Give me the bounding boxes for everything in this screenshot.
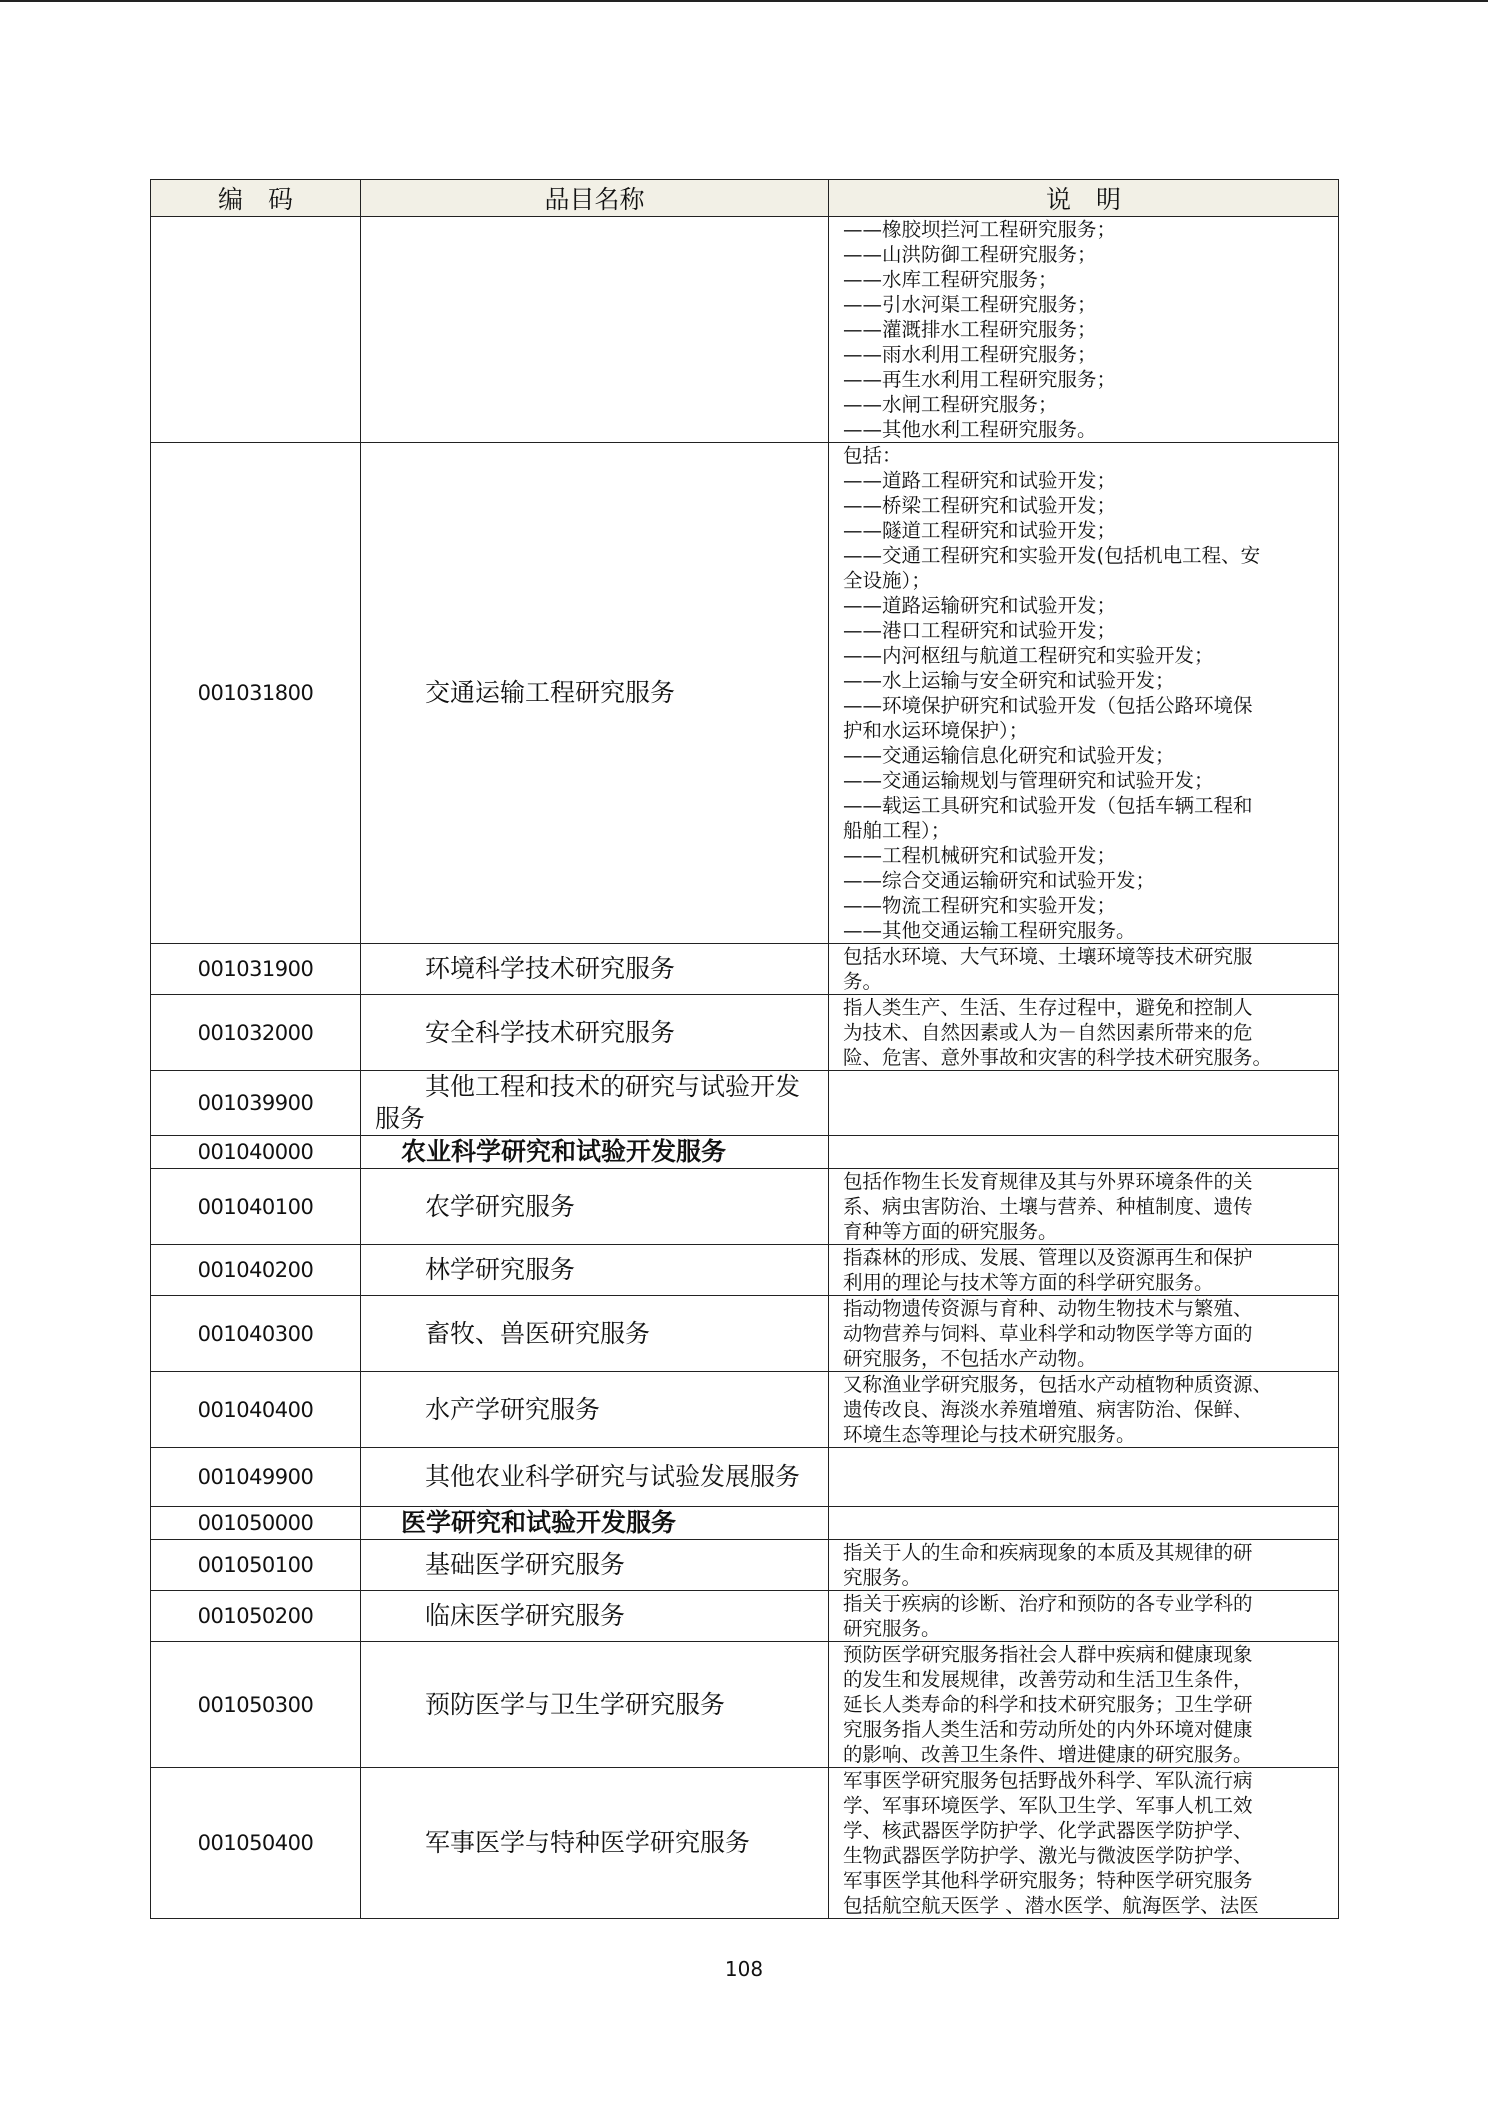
- desc-line: 全设施）；: [843, 569, 931, 592]
- row-code: [151, 217, 361, 443]
- row-code: 001050200: [151, 1591, 361, 1642]
- desc-line: 又称渔业学研究服务，包括水产动植物种质资源、: [843, 1373, 1273, 1396]
- desc-line: ——其他交通运输工程研究服务。: [843, 919, 1136, 942]
- row-code: 001032000: [151, 995, 361, 1071]
- table-header-row: [151, 180, 1339, 217]
- table-row: [151, 1768, 1339, 1919]
- row-code: 001040000: [151, 1136, 361, 1169]
- desc-line: 遗传改良、海淡水养殖增殖、病害防治、保鲜、: [843, 1398, 1253, 1421]
- header-name: 品目名称: [361, 180, 829, 217]
- row-name: 交通运输工程研究服务: [361, 443, 829, 944]
- desc-line: 究服务指人类生活和劳动所处的内外环境对健康: [843, 1718, 1253, 1741]
- desc-line: ——雨水利用工程研究服务；: [843, 343, 1097, 366]
- row-desc: [829, 217, 1339, 443]
- desc-line: 研究服务。: [843, 1617, 941, 1640]
- row-code: 001031800: [151, 443, 361, 944]
- row-desc: [829, 1591, 1339, 1642]
- row-name: 基础医学研究服务: [361, 1540, 829, 1591]
- desc-line: 军事医学研究服务包括野战外科学、军队流行病: [843, 1769, 1253, 1792]
- desc-line: 预防医学研究服务指社会人群中疾病和健康现象: [843, 1643, 1253, 1666]
- desc-line: 指人类生产、生活、生存过程中，避免和控制人: [843, 996, 1253, 1019]
- row-name: [361, 217, 829, 443]
- row-desc: [829, 443, 1339, 944]
- row-name: 预防医学与卫生学研究服务: [361, 1642, 829, 1768]
- row-code: 001040100: [151, 1169, 361, 1245]
- row-desc: [829, 1507, 1339, 1540]
- desc-line: ——环境保护研究和试验开发（包括公路环境保: [843, 694, 1253, 717]
- desc-line: 育种等方面的研究服务。: [843, 1220, 1058, 1243]
- desc-line: 包括作物生长发育规律及其与外界环境条件的关: [843, 1170, 1253, 1193]
- desc-line: 研究服务，不包括水产动物。: [843, 1347, 1097, 1370]
- row-desc: [829, 1296, 1339, 1372]
- row-desc: [829, 1448, 1339, 1507]
- row-name: 其他农业科学研究与试验发展服务: [361, 1448, 829, 1507]
- row-desc: [829, 1372, 1339, 1448]
- page-number: 108: [724, 1957, 764, 1981]
- row-code: 001040200: [151, 1245, 361, 1296]
- row-desc: [829, 944, 1339, 995]
- desc-line: ——港口工程研究和试验开发；: [843, 619, 1117, 642]
- row-name: 农业科学研究和试验开发服务: [361, 1136, 829, 1169]
- desc-line: 指森林的形成、发展、管理以及资源再生和保护: [843, 1246, 1253, 1269]
- row-name: 农学研究服务: [361, 1169, 829, 1245]
- desc-line: ——其他水利工程研究服务。: [843, 418, 1097, 441]
- row-code: 001031900: [151, 944, 361, 995]
- desc-line: 指动物遗传资源与育种、动物生物技术与繁殖、: [843, 1297, 1253, 1320]
- desc-line: 系、病虫害防治、土壤与营养、种植制度、遗传: [843, 1195, 1253, 1218]
- header-code: 编 码: [151, 180, 361, 217]
- desc-line: 包括：: [843, 444, 902, 467]
- desc-line: ——道路工程研究和试验开发；: [843, 469, 1117, 492]
- table-row: [151, 1540, 1339, 1591]
- desc-line: ——灌溉排水工程研究服务；: [843, 318, 1097, 341]
- desc-line: ——再生水利用工程研究服务；: [843, 368, 1117, 391]
- desc-line: ——水库工程研究服务；: [843, 268, 1058, 291]
- desc-line: 动物营养与饲料、草业科学和动物医学等方面的: [843, 1322, 1253, 1345]
- desc-line: ——物流工程研究和实验开发；: [843, 894, 1117, 917]
- table-row: [151, 1245, 1339, 1296]
- table-row: [151, 1296, 1339, 1372]
- desc-line: 船舶工程）；: [843, 819, 951, 842]
- table-row: [151, 1136, 1339, 1169]
- table-row: [151, 1448, 1339, 1507]
- row-desc: [829, 1540, 1339, 1591]
- desc-line: ——载运工具研究和试验开发（包括车辆工程和: [843, 794, 1253, 817]
- table-row: [151, 217, 1339, 443]
- desc-line: ——橡胶坝拦河工程研究服务；: [843, 218, 1117, 241]
- row-code: 001050300: [151, 1642, 361, 1768]
- desc-line: 究服务。: [843, 1566, 922, 1589]
- desc-line: ——内河枢纽与航道工程研究和实验开发；: [843, 644, 1214, 667]
- desc-line: ——水闸工程研究服务；: [843, 393, 1058, 416]
- desc-line: ——水上运输与安全研究和试验开发；: [843, 669, 1175, 692]
- desc-line: ——交通运输规划与管理研究和试验开发；: [843, 769, 1214, 792]
- row-name: 水产学研究服务: [361, 1372, 829, 1448]
- row-code: 001050400: [151, 1768, 361, 1919]
- desc-line: 指关于疾病的诊断、治疗和预防的各专业学科的: [843, 1592, 1253, 1615]
- desc-line: 学、核武器医学防护学、化学武器医学防护学、: [843, 1819, 1253, 1842]
- desc-line: ——山洪防御工程研究服务；: [843, 243, 1097, 266]
- row-code: 001040300: [151, 1296, 361, 1372]
- row-desc: [829, 1169, 1339, 1245]
- desc-line: 学、军事环境医学、军队卫生学、军事人机工效: [843, 1794, 1253, 1817]
- desc-line: ——隧道工程研究和试验开发；: [843, 519, 1117, 542]
- table-row: [151, 443, 1339, 944]
- row-name: 环境科学技术研究服务: [361, 944, 829, 995]
- row-name: 其他工程和技术的研究与试验开发服务: [361, 1071, 829, 1136]
- row-name: 医学研究和试验开发服务: [361, 1507, 829, 1540]
- row-code: 001050000: [151, 1507, 361, 1540]
- desc-line: 环境生态等理论与技术研究服务。: [843, 1423, 1136, 1446]
- row-desc: [829, 1071, 1339, 1136]
- row-name: 畜牧、兽医研究服务: [361, 1296, 829, 1372]
- row-desc: [829, 1136, 1339, 1169]
- row-desc: [829, 1245, 1339, 1296]
- row-name: 安全科学技术研究服务: [361, 995, 829, 1071]
- desc-line: 指关于人的生命和疾病现象的本质及其规律的研: [843, 1541, 1253, 1564]
- row-code: 001039900: [151, 1071, 361, 1136]
- desc-line: ——引水河渠工程研究服务；: [843, 293, 1097, 316]
- desc-line: ——交通运输信息化研究和试验开发；: [843, 744, 1175, 767]
- table-row: [151, 995, 1339, 1071]
- desc-line: ——工程机械研究和试验开发；: [843, 844, 1117, 867]
- desc-line: 生物武器医学防护学、激光与微波医学防护学、: [843, 1844, 1253, 1867]
- desc-line: ——桥梁工程研究和试验开发；: [843, 494, 1117, 517]
- row-code: 001049900: [151, 1448, 361, 1507]
- desc-line: 险、危害、意外事故和灾害的科学技术研究服务。: [843, 1046, 1273, 1069]
- desc-line: 包括水环境、大气环境、土壤环境等技术研究服: [843, 945, 1253, 968]
- desc-line: 的影响、改善卫生条件、增进健康的研究服务。: [843, 1743, 1253, 1766]
- desc-line: 包括航空航天医学 、潜水医学、航海医学、法医: [843, 1894, 1259, 1917]
- desc-line: 军事医学其他科学研究服务；特种医学研究服务: [843, 1869, 1253, 1892]
- table-row: [151, 1169, 1339, 1245]
- row-desc: [829, 1768, 1339, 1919]
- desc-line: 务。: [843, 970, 883, 993]
- desc-line: ——交通工程研究和实验开发(包括机电工程、安: [843, 544, 1261, 567]
- desc-line: 利用的理论与技术等方面的科学研究服务。: [843, 1271, 1214, 1294]
- page-top-border: [0, 0, 1488, 2]
- desc-line: 护和水运环境保护）；: [843, 719, 1029, 742]
- desc-line: 为技术、自然因素或人为－自然因素所带来的危: [843, 1021, 1253, 1044]
- table-row: [151, 944, 1339, 995]
- row-desc: [829, 1642, 1339, 1768]
- row-name: 临床医学研究服务: [361, 1591, 829, 1642]
- table-row: [151, 1642, 1339, 1768]
- table-row: [151, 1372, 1339, 1448]
- header-desc: 说 明: [829, 180, 1339, 217]
- desc-line: 的发生和发展规律，改善劳动和生活卫生条件，: [843, 1668, 1253, 1691]
- row-code: 001050100: [151, 1540, 361, 1591]
- desc-line: ——综合交通运输研究和试验开发；: [843, 869, 1156, 892]
- row-code: 001040400: [151, 1372, 361, 1448]
- desc-line: ——道路运输研究和试验开发；: [843, 594, 1117, 617]
- catalog-table: [150, 179, 1339, 1919]
- table-row: [151, 1591, 1339, 1642]
- table-row: [151, 1507, 1339, 1540]
- desc-line: 延长人类寿命的科学和技术研究服务；卫生学研: [843, 1693, 1253, 1716]
- row-name: 林学研究服务: [361, 1245, 829, 1296]
- row-desc: [829, 995, 1339, 1071]
- row-name: 军事医学与特种医学研究服务: [361, 1768, 829, 1919]
- table-row: [151, 1071, 1339, 1136]
